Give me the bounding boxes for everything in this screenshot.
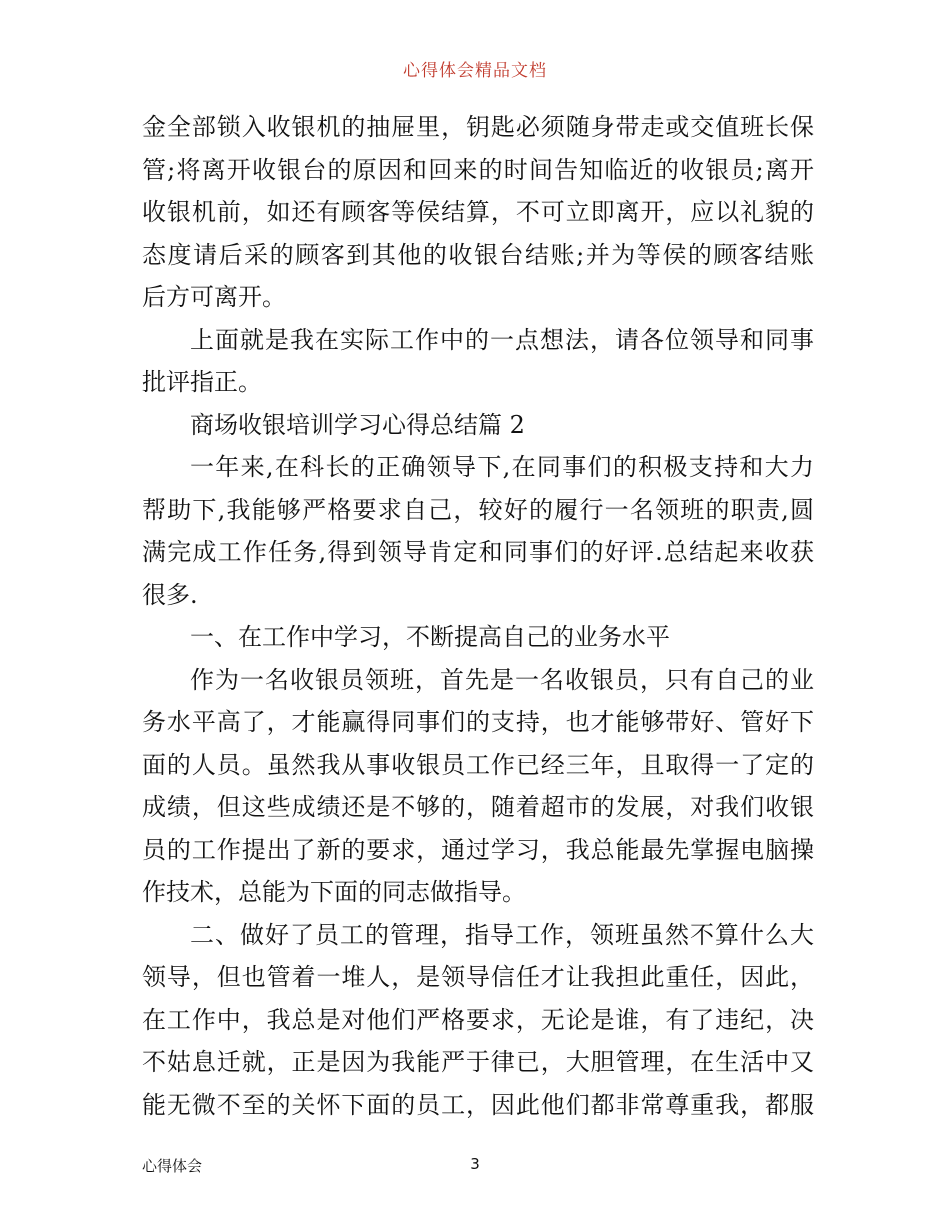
text-line: 能无微不至的关怀下面的员工，因此他们都非常尊重我，都服	[142, 1090, 814, 1119]
text-line: 员的工作提出了新的要求，通过学习，我总能最先掌握电脑操	[142, 835, 814, 864]
text-line: 后方可离开。	[142, 283, 286, 311]
text-line: 成绩，但这些成绩还是不够的，随着超市的发展，对我们收银	[142, 793, 814, 821]
text-line: 上面就是我在实际工作中的一点想法，请各位领导和同事	[190, 325, 814, 354]
text-line: 在工作中，我总是对他们严格要求，无论是谁，有了违纪，决	[142, 1005, 814, 1034]
text-line: 不姑息迁就，正是因为我能严于律已，大胆管理，在生活中又	[142, 1048, 814, 1076]
text-line: 一年来,在科长的正确领导下,在同事们的积极支持和大力	[190, 453, 814, 481]
text-line: 作技术，总能为下面的同志做指导。	[142, 878, 526, 906]
text-line: 二、做好了员工的管理，指导工作，领班虽然不算什么大	[190, 920, 814, 949]
text-line: 态度请后采的顾客到其他的收银台结账;并为等侯的顾客结账	[142, 240, 814, 269]
text-line: 作为一名收银员领班，首先是一名收银员，只有自己的业	[190, 665, 814, 694]
document-header-title: 心得体会精品文档	[403, 61, 547, 81]
text-line: 收银机前，如还有顾客等侯结算，不可立即离开，应以礼貌的	[142, 198, 814, 226]
footer-label: 心得体会	[142, 1157, 203, 1175]
text-line: 商场收银培训学习心得总结篇 2	[190, 410, 525, 439]
text-line: 批评指正。	[142, 368, 262, 396]
text-line: 一、在工作中学习，不断提高自己的业务水平	[190, 623, 670, 651]
document-body	[142, 106, 814, 1126]
text-line: 金全部锁入收银机的抽屉里，钥匙必须随身带走或交值班长保	[142, 113, 814, 141]
text-line: 务水平高了，才能赢得同事们的支持，也才能够带好、管好下	[142, 708, 814, 736]
page-number: 3	[470, 1155, 480, 1173]
text-line: 帮助下,我能够严格要求自己，较好的履行一名领班的职责,圆	[142, 495, 814, 524]
text-line: 很多.	[142, 580, 198, 609]
text-line: 面的人员。虽然我从事收银员工作已经三年，且取得一了定的	[142, 750, 814, 779]
text-line: 满完成工作任务,得到领导肯定和同事们的好评.总结起来收获	[142, 538, 814, 566]
text-line: 领导，但也管着一堆人，是领导信任才让我担此重任，因此，	[142, 963, 814, 991]
text-line: 管;将离开收银台的原因和回来的时间告知临近的收银员;离开	[142, 155, 814, 184]
